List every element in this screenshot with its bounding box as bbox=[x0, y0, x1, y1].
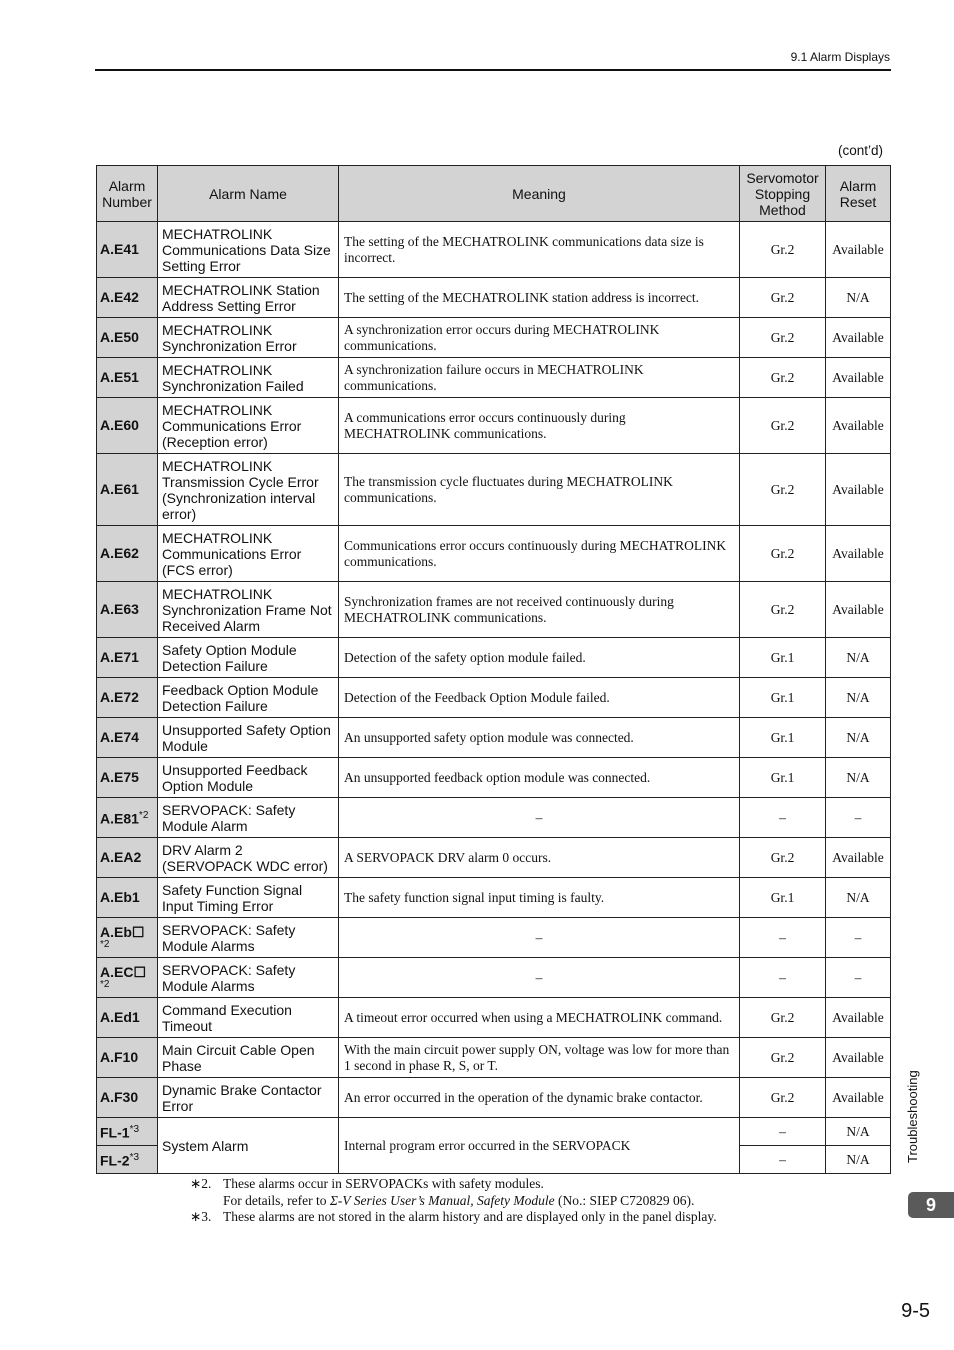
alarm-number bbox=[97, 526, 158, 582]
footnote-2 bbox=[190, 1176, 717, 1193]
alarm-number bbox=[97, 838, 158, 878]
alarm-reset: Available bbox=[826, 998, 891, 1038]
alarm-reset: N/A bbox=[826, 678, 891, 718]
footnote-3-mark: ∗3. bbox=[190, 1209, 212, 1224]
alarm-table-body bbox=[97, 222, 891, 1174]
alarm-name: Main Circuit Cable Open Phase bbox=[158, 1038, 339, 1078]
alarm-number-text: A.E61 bbox=[100, 481, 139, 497]
alarm-number bbox=[97, 958, 158, 998]
alarm-reset: Available bbox=[826, 838, 891, 878]
table-row bbox=[97, 758, 891, 798]
footnote-ref: *3 bbox=[129, 1152, 140, 1164]
table-row bbox=[97, 582, 891, 638]
alarm-meaning: Synchronization frames are not received continuously during MECHATROLINK communications. bbox=[339, 582, 740, 638]
alarm-meaning: – bbox=[339, 958, 740, 998]
alarm-reset: Available bbox=[826, 358, 891, 398]
table-row bbox=[97, 1118, 891, 1146]
table-row bbox=[97, 918, 891, 958]
footnote-3 bbox=[190, 1209, 717, 1226]
alarm-reset: Available bbox=[826, 222, 891, 278]
alarm-number bbox=[97, 798, 158, 838]
alarm-number bbox=[97, 638, 158, 678]
chapter-side-label: Troubleshooting bbox=[905, 1070, 920, 1163]
alarm-reset: Available bbox=[826, 398, 891, 454]
alarm-number bbox=[97, 318, 158, 358]
alarm-reset: – bbox=[826, 958, 891, 998]
alarm-name: DRV Alarm 2 (SERVOPACK WDC error) bbox=[158, 838, 339, 878]
stopping-method: – bbox=[740, 1118, 826, 1146]
table-row bbox=[97, 998, 891, 1038]
header-alarm-reset: Alarm Reset bbox=[826, 166, 891, 222]
stopping-method: Gr.2 bbox=[740, 358, 826, 398]
header-rule bbox=[95, 69, 891, 71]
alarm-number-text: A.E41 bbox=[100, 241, 139, 257]
alarm-reset: Available bbox=[826, 454, 891, 526]
table-row bbox=[97, 398, 891, 454]
alarm-meaning: An unsupported safety option module was connected. bbox=[339, 718, 740, 758]
footnote-ref: *2 bbox=[100, 939, 110, 950]
table-row bbox=[97, 222, 891, 278]
stopping-method: Gr.1 bbox=[740, 638, 826, 678]
alarm-reset: – bbox=[826, 798, 891, 838]
alarm-number-text: A.F30 bbox=[100, 1089, 139, 1105]
alarm-number bbox=[97, 1146, 158, 1174]
footnote-2-text: These alarms occur in SERVOPACKs with safety modules. bbox=[223, 1176, 544, 1191]
alarm-name: SERVOPACK: Safety Module Alarm bbox=[158, 798, 339, 838]
header-stopping-method: Servomotor Stopping Method bbox=[740, 166, 826, 222]
table-row bbox=[97, 454, 891, 526]
alarm-name: MECHATROLINK Synchronization Error bbox=[158, 318, 339, 358]
alarm-reset: Available bbox=[826, 582, 891, 638]
stopping-method: Gr.2 bbox=[740, 1078, 826, 1118]
alarm-number bbox=[97, 1038, 158, 1078]
alarm-number-text: A.E72 bbox=[100, 689, 139, 705]
alarm-number-text: A.E71 bbox=[100, 649, 139, 665]
footnote-2-reference-text: For details, refer to Σ-V Series User’s Manual, Safety Module (No.: SIEP C720829 06). bbox=[223, 1192, 695, 1208]
alarm-number bbox=[97, 998, 158, 1038]
alarm-name: MECHATROLINK Synchronization Failed bbox=[158, 358, 339, 398]
stopping-method: Gr.2 bbox=[740, 838, 826, 878]
table-row bbox=[97, 278, 891, 318]
alarm-meaning: A synchronization error occurs during MECHATROLINK communications. bbox=[339, 318, 740, 358]
stopping-method: Gr.2 bbox=[740, 222, 826, 278]
alarm-number bbox=[97, 758, 158, 798]
table-row bbox=[97, 798, 891, 838]
header-alarm-name: Alarm Name bbox=[158, 166, 339, 222]
alarm-meaning: The transmission cycle fluctuates during MECHATROLINK communications. bbox=[339, 454, 740, 526]
alarm-name: Feedback Option Module Detection Failure bbox=[158, 678, 339, 718]
alarm-table bbox=[96, 165, 891, 1174]
table-row bbox=[97, 638, 891, 678]
alarm-number bbox=[97, 358, 158, 398]
alarm-number bbox=[97, 1118, 158, 1146]
alarm-name: SERVOPACK: Safety Module Alarms bbox=[158, 958, 339, 998]
alarm-reset: Available bbox=[826, 318, 891, 358]
alarm-reset: N/A bbox=[826, 638, 891, 678]
alarm-name: Command Execution Timeout bbox=[158, 998, 339, 1038]
alarm-meaning: The safety function signal input timing is faulty. bbox=[339, 878, 740, 918]
stopping-method: – bbox=[740, 798, 826, 838]
alarm-reset: N/A bbox=[826, 1118, 891, 1146]
alarm-number-text: FL-2 bbox=[100, 1152, 130, 1169]
stopping-method: Gr.2 bbox=[740, 1038, 826, 1078]
alarm-meaning: Communications error occurs continuously during MECHATROLINK communications. bbox=[339, 526, 740, 582]
stopping-method: Gr.2 bbox=[740, 998, 826, 1038]
footnote-2-mark: ∗2. bbox=[190, 1176, 212, 1191]
alarm-reset: Available bbox=[826, 1038, 891, 1078]
alarm-name: MECHATROLINK Communications Error (FCS error) bbox=[158, 526, 339, 582]
footnotes bbox=[190, 1176, 717, 1226]
alarm-meaning: Detection of the safety option module failed. bbox=[339, 638, 740, 678]
table-row bbox=[97, 958, 891, 998]
alarm-reset: N/A bbox=[826, 1146, 891, 1174]
alarm-number bbox=[97, 918, 158, 958]
stopping-method: Gr.2 bbox=[740, 582, 826, 638]
alarm-number bbox=[97, 398, 158, 454]
stopping-method: – bbox=[740, 1146, 826, 1174]
alarm-name: SERVOPACK: Safety Module Alarms bbox=[158, 918, 339, 958]
alarm-reset: N/A bbox=[826, 878, 891, 918]
stopping-method: Gr.2 bbox=[740, 454, 826, 526]
alarm-name: Unsupported Feedback Option Module bbox=[158, 758, 339, 798]
alarm-reset: N/A bbox=[826, 718, 891, 758]
table-row bbox=[97, 718, 891, 758]
alarm-meaning: Detection of the Feedback Option Module failed. bbox=[339, 678, 740, 718]
alarm-number-text: A.E74 bbox=[100, 729, 139, 745]
alarm-number-text: A.E51 bbox=[100, 369, 139, 385]
alarm-meaning: A communications error occurs continuously during MECHATROLINK communications. bbox=[339, 398, 740, 454]
alarm-reset: – bbox=[826, 918, 891, 958]
alarm-meaning: – bbox=[339, 798, 740, 838]
alarm-reset: Available bbox=[826, 1078, 891, 1118]
alarm-meaning: Internal program error occurred in the SERVOPACK bbox=[339, 1118, 740, 1174]
alarm-number-text: A.E50 bbox=[100, 329, 139, 345]
alarm-meaning: A synchronization failure occurs in MECHATROLINK communications. bbox=[339, 358, 740, 398]
alarm-number bbox=[97, 278, 158, 318]
alarm-meaning: – bbox=[339, 918, 740, 958]
alarm-name: System Alarm bbox=[158, 1118, 339, 1174]
alarm-number-text: A.Eb☐ bbox=[100, 924, 145, 940]
stopping-method: Gr.1 bbox=[740, 758, 826, 798]
alarm-number bbox=[97, 718, 158, 758]
alarm-name: Unsupported Safety Option Module bbox=[158, 718, 339, 758]
alarm-name: MECHATROLINK Communications Data Size Setting Error bbox=[158, 222, 339, 278]
alarm-meaning: An error occurred in the operation of the dynamic brake contactor. bbox=[339, 1078, 740, 1118]
alarm-meaning: An unsupported feedback option module was connected. bbox=[339, 758, 740, 798]
alarm-reset: Available bbox=[826, 526, 891, 582]
alarm-number bbox=[97, 454, 158, 526]
alarm-meaning: A timeout error occurred when using a MECHATROLINK command. bbox=[339, 998, 740, 1038]
alarm-number-text: A.EC☐ bbox=[100, 964, 146, 980]
footnote-2-reference bbox=[190, 1193, 717, 1210]
alarm-number-text: A.E60 bbox=[100, 417, 139, 433]
alarm-number-text: FL-1 bbox=[100, 1124, 130, 1141]
alarm-name: Dynamic Brake Contactor Error bbox=[158, 1078, 339, 1118]
alarm-number bbox=[97, 678, 158, 718]
table-row bbox=[97, 838, 891, 878]
alarm-reset: N/A bbox=[826, 278, 891, 318]
alarm-name: MECHATROLINK Transmission Cycle Error (Synchronization interval error) bbox=[158, 454, 339, 526]
alarm-name: Safety Option Module Detection Failure bbox=[158, 638, 339, 678]
alarm-number-text: A.Eb1 bbox=[100, 889, 140, 905]
chapter-tab: 9 bbox=[908, 1192, 954, 1218]
stopping-method: Gr.2 bbox=[740, 318, 826, 358]
alarm-number-text: A.E62 bbox=[100, 545, 139, 561]
stopping-method: Gr.1 bbox=[740, 718, 826, 758]
alarm-meaning: A SERVOPACK DRV alarm 0 occurs. bbox=[339, 838, 740, 878]
alarm-number bbox=[97, 1078, 158, 1118]
stopping-method: – bbox=[740, 918, 826, 958]
table-row bbox=[97, 318, 891, 358]
page-number: 9-5 bbox=[901, 1300, 930, 1322]
footnote-ref: *3 bbox=[129, 1124, 140, 1136]
table-row bbox=[97, 878, 891, 918]
running-header: 9.1 Alarm Displays bbox=[790, 50, 890, 64]
table-row bbox=[97, 1078, 891, 1118]
table-header-row bbox=[97, 166, 891, 222]
alarm-name: MECHATROLINK Communications Error (Reception error) bbox=[158, 398, 339, 454]
alarm-reset: N/A bbox=[826, 758, 891, 798]
alarm-name: Safety Function Signal Input Timing Error bbox=[158, 878, 339, 918]
footnote-ref: *2 bbox=[138, 810, 149, 822]
alarm-number-text: A.Ed1 bbox=[100, 1009, 140, 1025]
alarm-meaning: The setting of the MECHATROLINK communications data size is incorrect. bbox=[339, 222, 740, 278]
stopping-method: Gr.1 bbox=[740, 678, 826, 718]
stopping-method: Gr.2 bbox=[740, 526, 826, 582]
alarm-number-text: A.E81 bbox=[100, 810, 139, 827]
alarm-number-text: A.EA2 bbox=[100, 849, 142, 865]
alarm-name: MECHATROLINK Synchronization Frame Not Received Alarm bbox=[158, 582, 339, 638]
alarm-name: MECHATROLINK Station Address Setting Error bbox=[158, 278, 339, 318]
alarm-number-text: A.F10 bbox=[100, 1049, 139, 1065]
stopping-method: – bbox=[740, 958, 826, 998]
footnote-3-text: These alarms are not stored in the alarm history and are displayed only in the panel display. bbox=[223, 1209, 717, 1224]
alarm-number-text: A.E75 bbox=[100, 769, 139, 785]
alarm-number-text: A.E63 bbox=[100, 601, 139, 617]
alarm-meaning: The setting of the MECHATROLINK station address is incorrect. bbox=[339, 278, 740, 318]
table-row bbox=[97, 358, 891, 398]
footnote-ref: *2 bbox=[100, 979, 110, 990]
stopping-method: Gr.1 bbox=[740, 878, 826, 918]
header-alarm-number: Alarm Number bbox=[97, 166, 158, 222]
alarm-meaning: With the main circuit power supply ON, voltage was low for more than 1 second in phase R, S, or T. bbox=[339, 1038, 740, 1078]
continued-label: (cont’d) bbox=[837, 143, 883, 158]
alarm-number-text: A.E42 bbox=[100, 289, 139, 305]
alarm-number bbox=[97, 878, 158, 918]
table-row bbox=[97, 526, 891, 582]
header-meaning: Meaning bbox=[339, 166, 740, 222]
alarm-number bbox=[97, 222, 158, 278]
table-row bbox=[97, 678, 891, 718]
table-row bbox=[97, 1038, 891, 1078]
manual-title: Σ-V Series User’s Manual, Safety Module bbox=[329, 1192, 555, 1208]
alarm-number bbox=[97, 582, 158, 638]
stopping-method: Gr.2 bbox=[740, 398, 826, 454]
stopping-method: Gr.2 bbox=[740, 278, 826, 318]
